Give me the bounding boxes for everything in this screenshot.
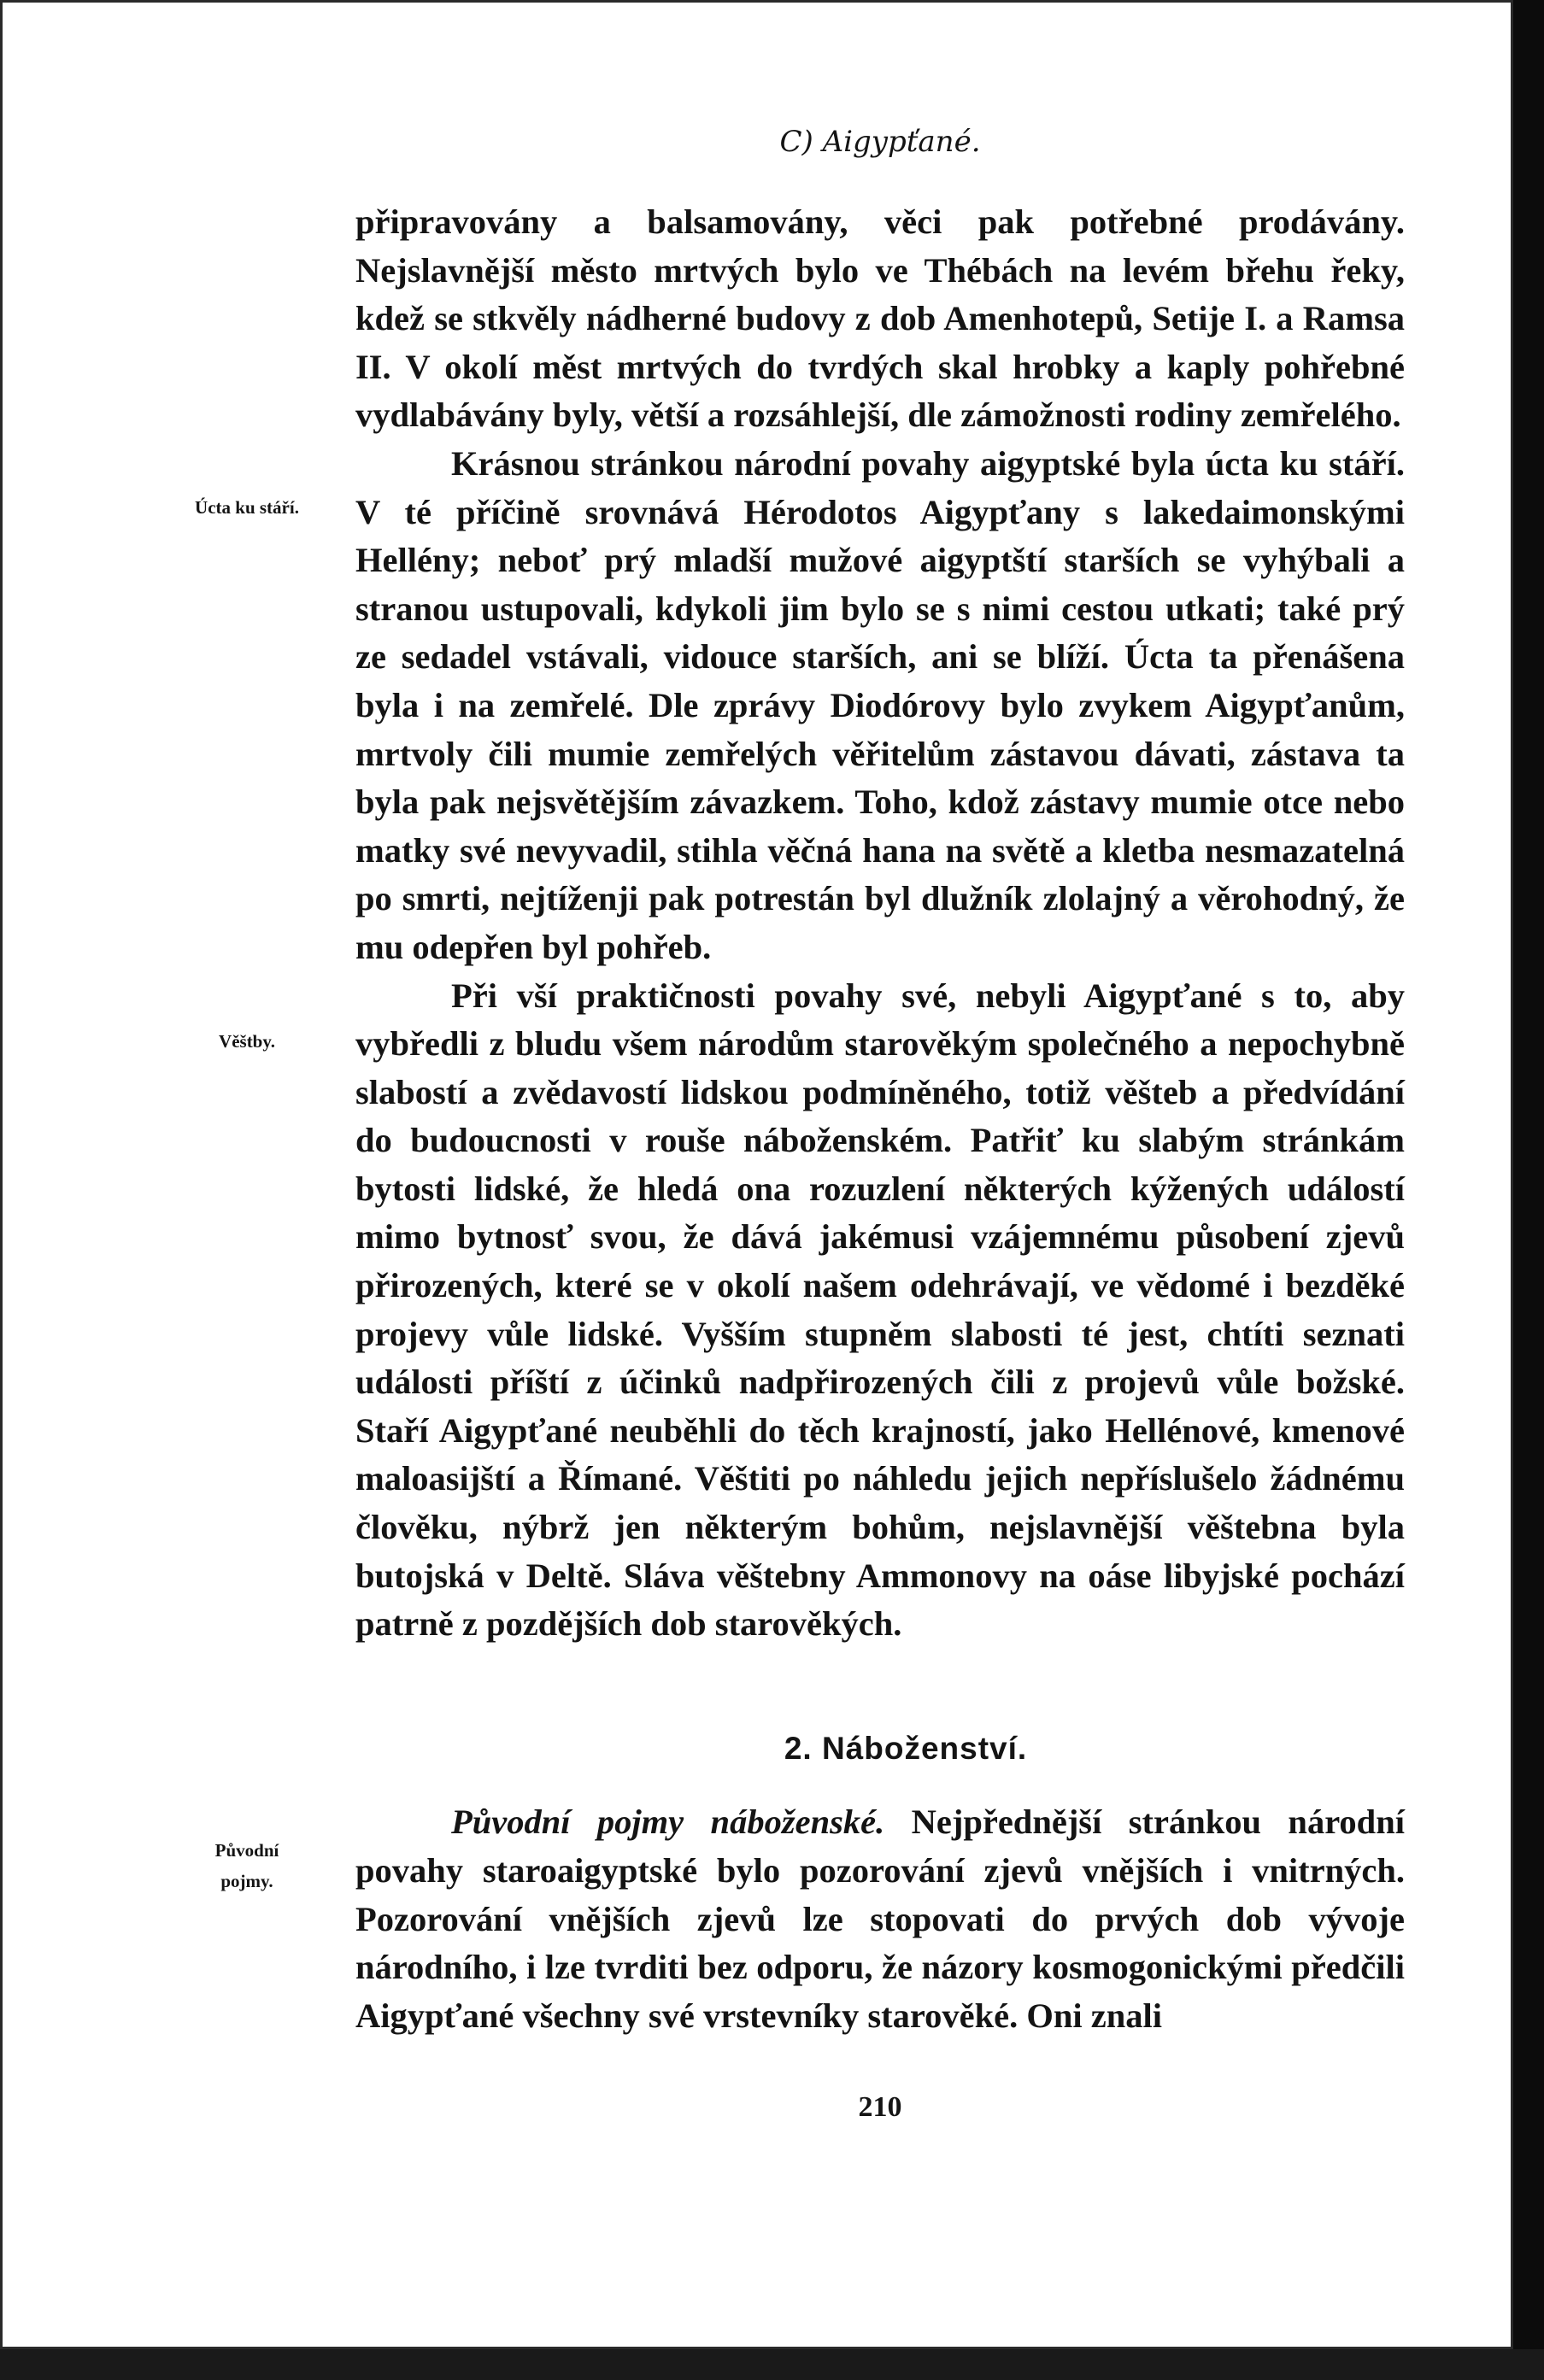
section-heading: 2. Náboženství.	[784, 1730, 1028, 1766]
margin-note-puvodni-line2: pojmy.	[220, 1871, 273, 1891]
paragraph-4-lead: Původní pojmy náboženské.	[451, 1803, 885, 1842]
body-text	[355, 198, 1405, 2040]
margin-note-puvodni-line1: Původní	[214, 1840, 279, 1861]
scan-edge-right	[1513, 0, 1544, 2380]
margin-note-vestby-text: Věštby.	[219, 1031, 275, 1052]
margin-note-vestby	[166, 1026, 328, 1057]
paragraph-1: připravovány a balsamovány, věci pak potřebné prodávány. Nejslavnější město mrtvých bylo ve Thébách na levém břehu řeky, kdež se stkvěly nádherné budovy z dob Amenhotepů, Setije I. a Ramsa II. V okolí měst mrtvých do tvrdých skal hrobky a kaply pohřebné vydlabávány byly, větší a rozsáhlejší, dle zámožnosti rodiny zemřelého.	[355, 202, 1405, 435]
scan-edge-bottom	[0, 2349, 1544, 2380]
margin-note-ucta	[166, 492, 328, 523]
margin-note-ucta-text: Úcta ku stáří.	[195, 497, 299, 518]
paragraph-2: Krásnou stránkou národní povahy aigyptské byla úcta ku stáří. V té příčině srovnává Hérodotos Aigypťany s lakedaimonskými Hellény; neboť prý mladší mužové aigyptští starších se vyhýbali a stranou ustupovali, kdykoli jim bylo se s nimi cestou utkati; také prý ze sedadel vstávali, vidouce starších, ani se blíží. Úcta ta přenášena byla i na zemřelé. Dle zprávy Diodórovy bylo zvykem Aigypťanům, mrtvoly čili mumie zemřelých věřitelům zástavou dávati, zástava ta byla pak nejsvětějším závazkem. Toho, kdož zástavy mumie otce nebo matky své nevyvadil, stihla věčná hana na světě a kletba nesmazatelná po smrti, nejtíženji pak potrestán byl dlužník zlolajný a věrohodný, že mu odepřen byl pohřeb.	[355, 443, 1405, 966]
paragraph-4-text: Nejpřednější stránkou národní povahy staroaigyptské bylo pozorování zjevů vnějších i vnitrných. Pozorování vnějších zjevů lze stopovati do prvých dob vývoje národního, i lze tvrditi bez odporu, že názory kosmogonickými předčili Aigypťané všechny své vrstevníky starověké. Oni znali	[355, 1803, 1405, 2035]
page-number: 210	[858, 2091, 902, 2123]
paragraph-4	[355, 1798, 1405, 2040]
paragraph-3: Při vší praktičnosti povahy své, nebyli Aigypťané s to, aby vybředli z bludu všem národům starověkým společného a nepochybně slabostí a zvědavostí lidskou podmíněného, totiž věšteb a předvídání do budoucnosti v rouše náboženském. Patřiť ku slabým stránkám bytosti lidské, že hledá ona rozuzlení některých kýžených událostí mimo bytnosť svou, že dává jakémusi vzájemnému působení zjevů přirozených, které se v okolí našem odehrávají, ve vědomé i bezděké projevy vůle lidské. Vyšším stupněm slabosti té jest, chtíti seznati události příští z účinků nadpřirozených čili z projevů vůle božské. Staří Aigypťané neuběhli do těch krajností, jako Hellénové, kmenové maloasijští a Římané. Věštiti po náhledu jejich nepříslušelo žádnému člověku, nýbrž jen některým bohům, nejslavnější věštebna byla butojská v Deltě. Sláva věštebny Ammonovy na oáse libyjské pochází patrně z pozdějších dob starověkých.	[355, 976, 1405, 1644]
margin-note-puvodni-pojmy	[166, 1835, 328, 1896]
running-head: C) Aigypťané.	[779, 125, 981, 159]
